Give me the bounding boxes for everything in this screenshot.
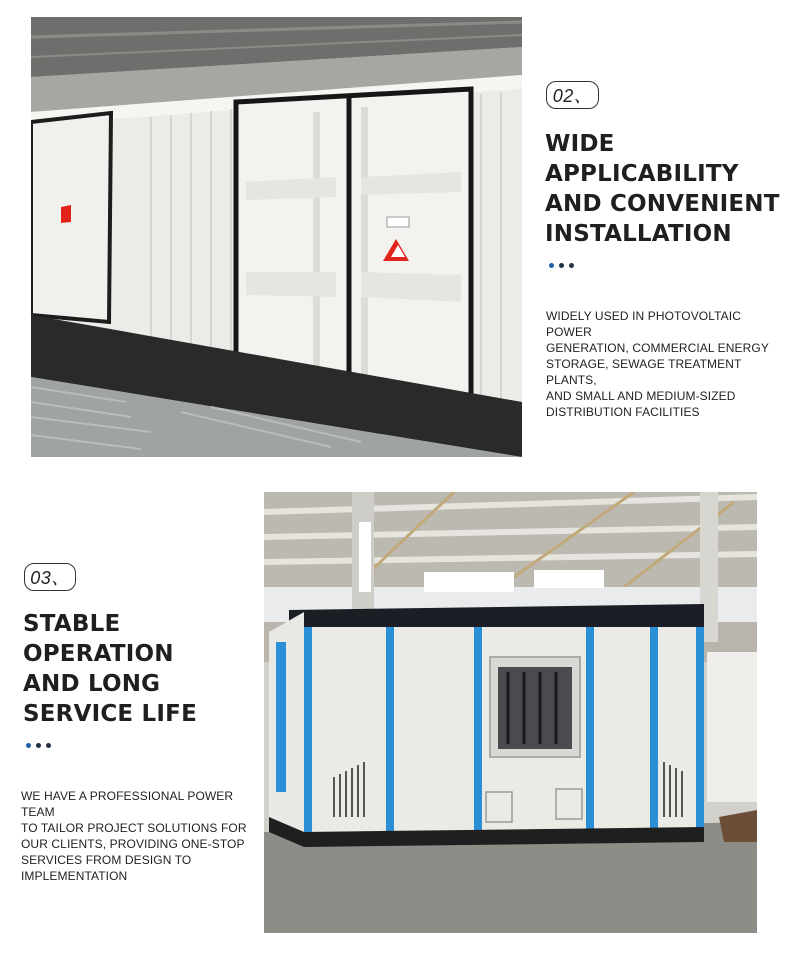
section-number-02: 02、 xyxy=(546,81,599,109)
section-heading-02: WIDE APPLICABILITY AND CONVENIENT INSTALLATION xyxy=(545,131,780,247)
divider-dot xyxy=(26,743,31,748)
substation-photo-icon xyxy=(31,17,522,457)
power-cabinet-photo-icon xyxy=(264,492,757,933)
divider-dot xyxy=(36,743,41,748)
section-heading-03: STABLE OPERATION AND LONG SERVICE LIFE xyxy=(23,611,197,727)
power-cabinet-photo xyxy=(264,492,757,933)
section-number-03: 03、 xyxy=(24,563,76,591)
section-divider-dots xyxy=(549,263,574,268)
section-divider-dots xyxy=(26,743,51,748)
divider-dot xyxy=(46,743,51,748)
divider-dot xyxy=(569,263,574,268)
section-description-03: WE HAVE A PROFESSIONAL POWER TEAM TO TAILOR PROJECT SOLUTIONS FOR OUR CLIENTS, PROVIDING ONE-STOP SERVICES FROM DESIGN TO IMPLEMENTATION xyxy=(21,789,247,883)
divider-dot xyxy=(549,263,554,268)
divider-dot xyxy=(559,263,564,268)
substation-container-photo xyxy=(31,17,522,457)
section-description-02: WIDELY USED IN PHOTOVOLTAIC POWER GENERATION, COMMERCIAL ENERGY STORAGE, SEWAGE TREATMENT PLANTS, AND SMALL AND MEDIUM-SIZED DISTRIBUTION FACILITIES xyxy=(546,309,769,419)
